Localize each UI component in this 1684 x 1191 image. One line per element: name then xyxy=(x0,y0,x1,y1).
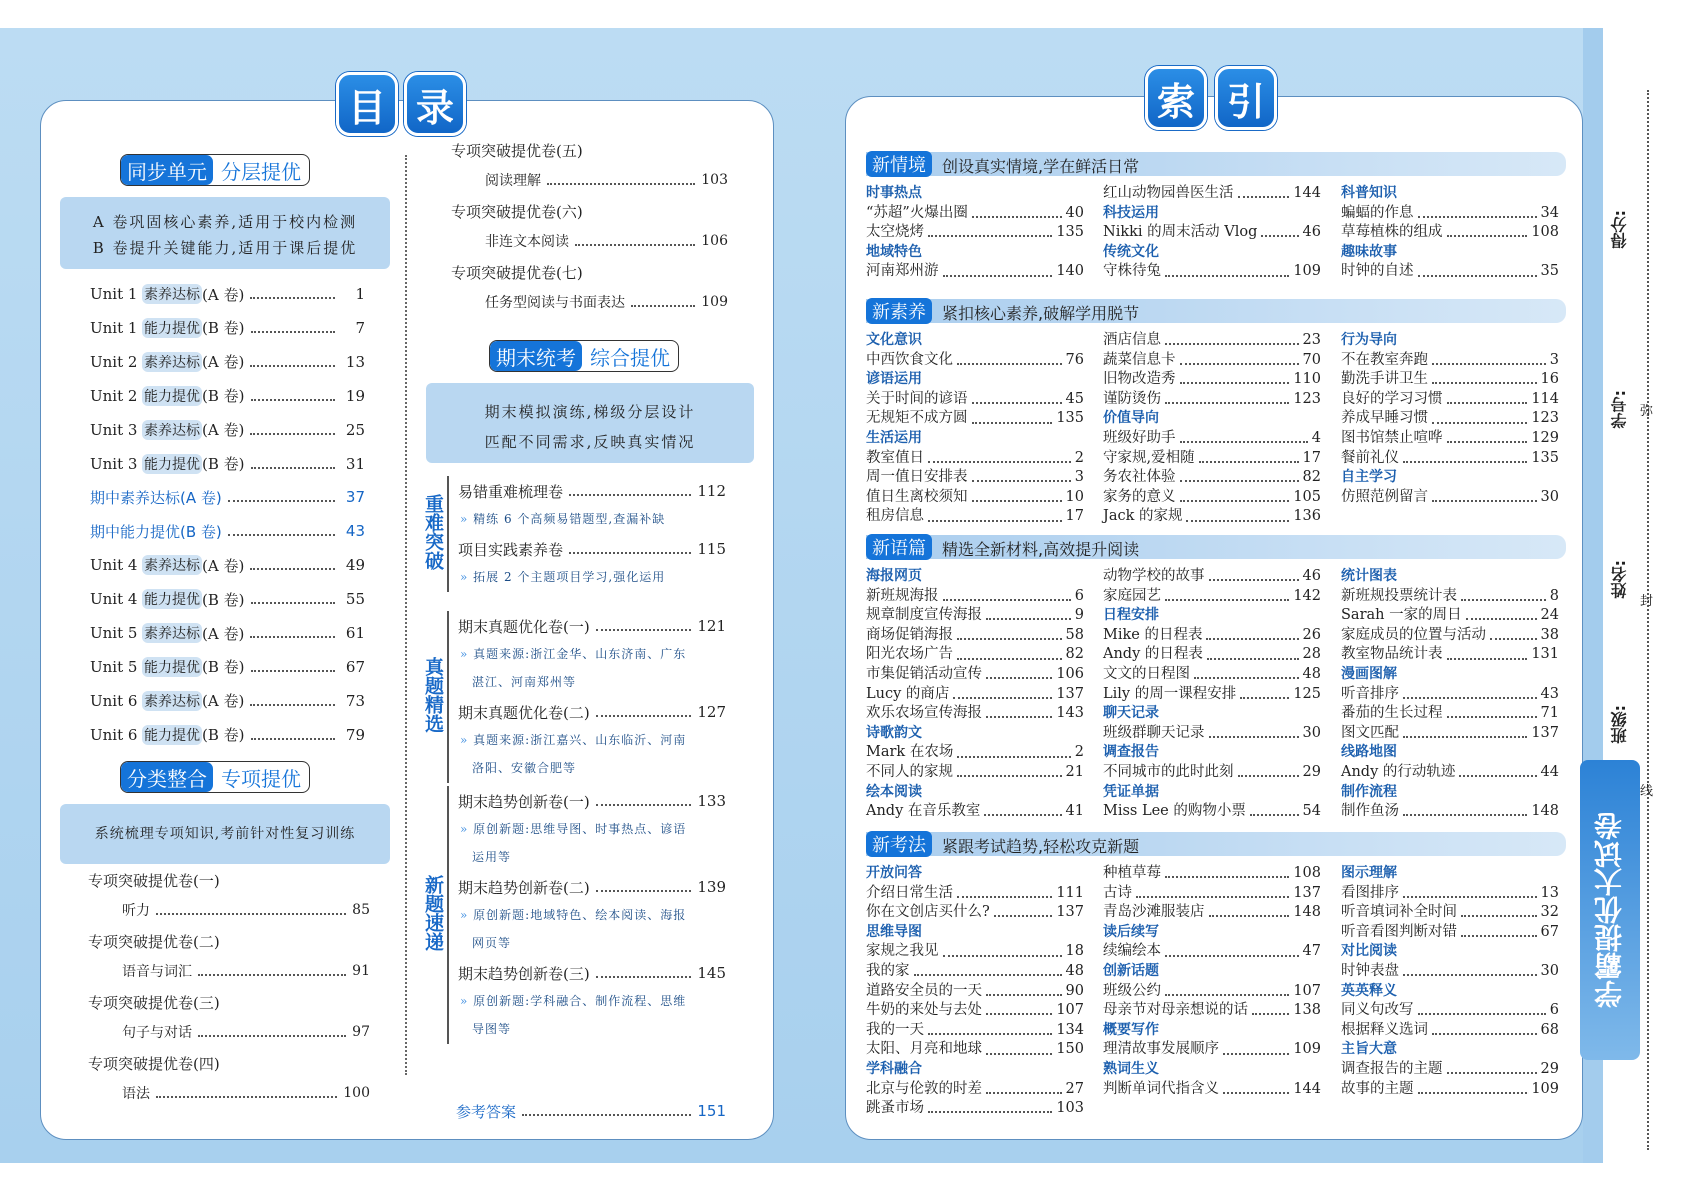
arrow-icon: » xyxy=(460,733,474,747)
special-head: 专项突破提优卷(四) xyxy=(88,1055,220,1073)
index-category: 创新话题 xyxy=(1103,962,1159,979)
index-section-tag: 新素养 xyxy=(866,298,932,324)
toc-subnote: 洛阳、安徽合肥等 xyxy=(472,761,577,775)
unit-tag: 能力提优 xyxy=(142,386,202,406)
index-item[interactable]: 古诗 137 xyxy=(1103,884,1321,901)
index-item[interactable]: Mark 在农场 2 xyxy=(866,744,1084,761)
toc-special-row[interactable]: 阅读理解 103 xyxy=(485,172,728,189)
index-category: 调查报告 xyxy=(1103,744,1159,761)
unit-tag: 能力提优 xyxy=(142,318,202,338)
index-item[interactable]: 班级好助手 4 xyxy=(1103,429,1321,446)
index-category: 学科融合 xyxy=(866,1060,922,1077)
index-item[interactable]: 你在文创店买什么? 137 xyxy=(866,904,1084,921)
index-item[interactable]: 文文的日程图 48 xyxy=(1103,665,1321,682)
index-item[interactable]: 规章制度宣传海报 9 xyxy=(866,607,1084,624)
field-class: 班级: xyxy=(1610,705,1629,744)
index-column xyxy=(1103,184,1321,282)
index-category: 线路地图 xyxy=(1341,744,1397,761)
section-badge-sync: 同步单元 分层提优 xyxy=(120,154,310,186)
index-item[interactable]: 班级公约 107 xyxy=(1103,982,1321,999)
unit-tag: 素养达标 xyxy=(142,691,202,711)
index-column xyxy=(1341,331,1559,507)
index-item[interactable]: Mike 的日程表 26 xyxy=(1103,626,1321,643)
index-category: 日程安排 xyxy=(1103,607,1159,624)
index-category: 漫画图解 xyxy=(1341,665,1397,682)
index-category: 海报网页 xyxy=(866,568,922,584)
index-item[interactable]: 续编绘本 47 xyxy=(1103,943,1321,960)
unit-tag: 能力提优 xyxy=(142,657,202,677)
contents-title-char-2: 录 xyxy=(404,72,466,136)
index-item[interactable]: 值日生离校须知 10 xyxy=(866,488,1084,505)
note-sync: A 卷巩固核心素养,适用于校内检测 B 卷提升关键能力,适用于课后提优 xyxy=(60,197,390,269)
toc-subnote: » 原创新题:学科融合、制作流程、思维 xyxy=(460,994,687,1008)
toc-unit-row[interactable]: Unit 5 能力提优 (B 卷) 67 xyxy=(90,657,365,677)
index-item[interactable]: 道路安全员的一天 90 xyxy=(866,982,1084,999)
unit-tag: 能力提优 xyxy=(142,589,202,609)
arrow-icon: » xyxy=(460,908,474,922)
index-item[interactable]: 市集促销活动宣传 106 xyxy=(866,665,1084,682)
index-category: 绘本阅读 xyxy=(866,783,922,800)
unit-tag: 能力提优 xyxy=(142,454,202,474)
toc-unit-row[interactable]: Unit 4 能力提优 (B 卷) 55 xyxy=(90,590,365,609)
index-item[interactable]: 北京与伦敦的时差 27 xyxy=(866,1080,1084,1097)
index-item[interactable]: 番茄的生长过程 71 xyxy=(1341,705,1559,722)
toc-special-row[interactable]: 非连文本阅读 106 xyxy=(485,233,728,250)
group-label: 真题精选 xyxy=(422,657,444,733)
index-item[interactable]: 无规矩不成方圆 135 xyxy=(866,410,1084,427)
toc-unit-row[interactable]: Unit 1 素养达标 (A 卷) 1 xyxy=(90,285,365,304)
index-item[interactable]: 河南郑州游 140 xyxy=(866,263,1084,280)
index-item[interactable]: 草莓植株的组成 108 xyxy=(1341,224,1559,241)
index-category: 聊天记录 xyxy=(1103,705,1159,722)
toc-special-row[interactable]: 语音与词汇 91 xyxy=(122,963,370,980)
index-category: 诗歌韵文 xyxy=(866,724,922,741)
index-item[interactable]: 酒店信息 23 xyxy=(1103,332,1321,348)
index-item[interactable]: 周一值日安排表 3 xyxy=(866,469,1084,486)
index-category: 趣味故事 xyxy=(1341,243,1397,260)
special-head: 专项突破提优卷(三) xyxy=(88,994,220,1012)
arrow-icon: » xyxy=(460,570,474,584)
index-item[interactable]: 欢乐农场宣传海报 143 xyxy=(866,705,1084,722)
index-item[interactable]: 蝙蝠的作息 34 xyxy=(1341,204,1559,221)
arrow-icon: » xyxy=(460,647,474,661)
index-title-char-1: 索 xyxy=(1145,66,1207,130)
index-item[interactable]: 阳光农场广告 82 xyxy=(866,646,1084,663)
toc-special-row[interactable]: 任务型阅读与书面表达 109 xyxy=(485,294,728,311)
index-item[interactable]: 介绍日常生活 111 xyxy=(866,884,1084,901)
index-item[interactable]: 调查报告的主题 29 xyxy=(1341,1060,1559,1077)
index-item[interactable]: 仿照范例留言 30 xyxy=(1341,488,1559,505)
index-section-desc: 紧跟考试趋势,轻松攻克新题 xyxy=(942,837,1140,856)
section-badge-final: 期末统考 综合提优 xyxy=(489,340,679,372)
index-item[interactable]: 良好的学习习惯 114 xyxy=(1341,390,1559,407)
seal-line xyxy=(1647,90,1649,1150)
index-item[interactable]: Andy 的日程表 28 xyxy=(1103,646,1321,663)
group-label: 新题速递 xyxy=(422,875,444,951)
index-item[interactable]: Miss Lee 的购物小票 54 xyxy=(1103,803,1321,820)
toc-subnote: » 拓展 2 个主题项目学习,强化运用 xyxy=(460,570,666,584)
index-item[interactable]: Andy 在音乐教室 41 xyxy=(866,803,1084,820)
index-item[interactable]: 教室值日 2 xyxy=(866,449,1084,466)
toc-final-row[interactable]: 项目实践素养卷 115 xyxy=(458,540,726,559)
index-item[interactable]: 中西饮食文化 76 xyxy=(866,351,1084,368)
index-category: 主旨大意 xyxy=(1341,1041,1397,1058)
toc-unit-row[interactable]: Unit 2 能力提优 (B 卷) 19 xyxy=(90,386,365,406)
index-item[interactable]: 勤洗手讲卫生 16 xyxy=(1341,371,1559,388)
index-item[interactable]: 太阳、月亮和地球 150 xyxy=(866,1041,1084,1058)
index-item[interactable]: 家庭成员的位置与活动 38 xyxy=(1341,626,1559,643)
toc-unit-row[interactable]: 期中素养达标(A 卷) 37 xyxy=(90,488,365,507)
index-item[interactable]: 听音看图判断对错 67 xyxy=(1341,923,1559,940)
index-item[interactable]: 班级群聊天记录 30 xyxy=(1103,724,1321,741)
index-category: 价值导向 xyxy=(1103,410,1159,427)
index-category: 传统文化 xyxy=(1103,243,1159,260)
toc-unit-row[interactable]: Unit 4 素养达标 (A 卷) 49 xyxy=(90,556,365,575)
index-item[interactable]: Lily 的周一课程安排 125 xyxy=(1103,685,1321,702)
index-section-tag: 新考法 xyxy=(866,831,932,857)
index-item[interactable]: 我的一天 134 xyxy=(866,1021,1084,1038)
unit-tag: 素养达标 xyxy=(142,284,202,304)
index-item[interactable]: 关于时间的谚语 45 xyxy=(866,390,1084,407)
index-category: 英英释义 xyxy=(1341,982,1397,999)
brand-logo: 学霸提优大试卷 xyxy=(1580,760,1640,1060)
index-item[interactable]: 红山动物园兽医生活 144 xyxy=(1103,185,1321,201)
index-category: 对比阅读 xyxy=(1341,943,1397,960)
index-section-tag: 新语篇 xyxy=(866,534,932,560)
toc-unit-row[interactable]: Unit 2 素养达标 (A 卷) 13 xyxy=(90,352,365,372)
group-bar xyxy=(447,786,449,1044)
special-head: 专项突破提优卷(二) xyxy=(88,933,220,951)
index-item[interactable]: Sarah 一家的周日 24 xyxy=(1341,607,1559,624)
column-divider xyxy=(405,155,407,1075)
arrow-icon: » xyxy=(460,994,474,1008)
index-item[interactable]: 时钟的自述 35 xyxy=(1341,263,1559,280)
unit-tag: 素养达标 xyxy=(142,555,202,575)
toc-subnote: » 精练 6 个高频易错题型,查漏补缺 xyxy=(460,512,666,526)
unit-tag: 能力提优 xyxy=(142,725,202,745)
note-final: 期末模拟演练,梯级分层设计 匹配不同需求,反映真实情况 xyxy=(426,383,754,463)
index-item[interactable]: 太空烧烤 135 xyxy=(866,224,1084,241)
index-column xyxy=(1341,567,1559,822)
toc-subnote: » 真题来源:浙江金华、山东济南、广东 xyxy=(460,647,687,661)
index-column xyxy=(1103,864,1321,1099)
field-score: 得分: xyxy=(1610,210,1629,249)
index-item[interactable]: 教室物品统计表 131 xyxy=(1341,646,1559,663)
index-item[interactable]: 新班规海报 6 xyxy=(866,587,1084,604)
index-column xyxy=(866,567,1084,822)
index-item[interactable]: 图书馆禁止喧哗 129 xyxy=(1341,429,1559,446)
group-bar xyxy=(447,611,449,783)
toc-final-row[interactable]: 期末趋势创新卷(一) 133 xyxy=(458,792,726,811)
index-item[interactable]: 新班规投票统计表 8 xyxy=(1341,587,1559,604)
index-category: 凭证单据 xyxy=(1103,783,1159,800)
toc-special-row[interactable]: 听力 85 xyxy=(122,902,370,919)
index-column xyxy=(866,184,1084,282)
toc-unit-row[interactable]: 期中能力提优(B 卷) 43 xyxy=(90,522,365,541)
index-category: 概要写作 xyxy=(1103,1021,1159,1038)
index-item[interactable]: 商场促销海报 58 xyxy=(866,626,1084,643)
index-item[interactable]: 时钟表盘 30 xyxy=(1341,962,1559,979)
index-category: 生活运用 xyxy=(866,429,922,446)
index-category: 熟词生义 xyxy=(1103,1060,1159,1077)
index-item[interactable]: 旧物改造秀 110 xyxy=(1103,371,1321,388)
index-section-desc: 创设真实情境,学在鲜活日常 xyxy=(942,157,1140,176)
index-category: 谚语运用 xyxy=(866,371,922,388)
index-section-desc: 精选全新材料,高效提升阅读 xyxy=(942,540,1140,559)
index-item[interactable]: 家务的意义 105 xyxy=(1103,488,1321,505)
toc-unit-row[interactable]: Unit 6 能力提优 (B 卷) 79 xyxy=(90,725,365,745)
index-item[interactable]: 牛奶的来处与去处 107 xyxy=(866,1002,1084,1019)
index-category: 科普知识 xyxy=(1341,185,1397,201)
section-badge-special: 分类整合 专项提优 xyxy=(120,761,310,793)
seal-mark-3: 线 xyxy=(1640,784,1654,799)
index-category: 地域特色 xyxy=(866,243,922,260)
toc-subnote: » 真题来源:浙江嘉兴、山东临沂、河南 xyxy=(460,733,687,747)
index-item[interactable]: Jack 的家规 136 xyxy=(1103,508,1321,525)
index-category: 图示理解 xyxy=(1341,865,1397,881)
toc-final-row[interactable]: 期末趋势创新卷(二) 139 xyxy=(458,878,726,897)
index-category: 开放问答 xyxy=(866,865,922,881)
index-column xyxy=(866,331,1084,527)
field-name: 姓名: xyxy=(1610,560,1629,599)
contents-title-char-1: 目 xyxy=(336,72,398,136)
index-item[interactable]: 家规之我见 18 xyxy=(866,943,1084,960)
unit-tag: 素养达标 xyxy=(142,420,202,440)
index-item[interactable]: 租房信息 17 xyxy=(866,508,1084,525)
seal-mark-2: 封 xyxy=(1640,594,1654,609)
index-category: 读后续写 xyxy=(1103,923,1159,940)
index-item[interactable]: 不在教室奔跑 3 xyxy=(1341,351,1559,368)
index-item[interactable]: 制作鱼汤 148 xyxy=(1341,803,1559,820)
toc-unit-row[interactable]: Unit 3 素养达标 (A 卷) 25 xyxy=(90,420,365,440)
toc-special-row[interactable]: 语法 100 xyxy=(122,1085,370,1102)
special-head: 专项突破提优卷(五) xyxy=(451,142,583,160)
index-item[interactable]: 母亲节对母亲想说的话 138 xyxy=(1103,1002,1321,1019)
index-item[interactable]: 故事的主题 109 xyxy=(1341,1080,1559,1097)
index-category: 自主学习 xyxy=(1341,469,1397,486)
index-item[interactable]: 谨防烫伤 123 xyxy=(1103,390,1321,407)
toc-subnote: 运用等 xyxy=(472,850,512,864)
index-item[interactable]: 同义句改写 6 xyxy=(1341,1002,1559,1019)
toc-unit-row[interactable]: Unit 1 能力提优 (B 卷) 7 xyxy=(90,318,365,338)
index-item[interactable]: 蔬菜信息卡 70 xyxy=(1103,351,1321,368)
toc-final-row[interactable]: 期末真题优化卷(一) 121 xyxy=(458,617,726,636)
unit-tag: 素养达标 xyxy=(142,352,202,372)
index-item[interactable]: 看图排序 13 xyxy=(1341,884,1559,901)
index-item[interactable]: Nikki 的周末活动 Vlog 46 xyxy=(1103,224,1321,241)
index-item[interactable]: 我的家 48 xyxy=(866,962,1084,979)
index-item[interactable]: 守株待兔 109 xyxy=(1103,263,1321,280)
index-column xyxy=(1341,864,1559,1099)
index-item[interactable]: 守家规,爱相随 17 xyxy=(1103,449,1321,466)
toc-subnote: » 原创新题:地域特色、绘本阅读、海报 xyxy=(460,908,687,922)
toc-final-row[interactable]: 期末真题优化卷(二) 127 xyxy=(458,703,726,722)
arrow-icon: » xyxy=(460,822,474,836)
toc-unit-row[interactable]: Unit 6 素养达标 (A 卷) 73 xyxy=(90,691,365,711)
toc-special-row[interactable]: 句子与对话 97 xyxy=(122,1024,370,1041)
index-category: 制作流程 xyxy=(1341,783,1397,800)
index-title-char-2: 引 xyxy=(1215,66,1277,130)
arrow-icon: » xyxy=(460,512,474,526)
index-item[interactable]: 养成早睡习惯 123 xyxy=(1341,410,1559,427)
index-category: 统计图表 xyxy=(1341,568,1397,584)
index-column xyxy=(1103,331,1321,527)
index-category: 文化意识 xyxy=(866,332,922,348)
toc-final-row[interactable]: 易错重难梳理卷 112 xyxy=(458,482,726,501)
toc-unit-row[interactable]: Unit 5 素养达标 (A 卷) 61 xyxy=(90,624,365,643)
seal-mark-1: 弥 xyxy=(1640,404,1654,419)
index-item[interactable]: 不同城市的此时此刻 29 xyxy=(1103,763,1321,780)
index-column xyxy=(866,864,1084,1119)
index-category: 时事热点 xyxy=(866,185,922,201)
index-item[interactable]: 图文匹配 137 xyxy=(1341,724,1559,741)
index-section-tag: 新情境 xyxy=(866,151,932,177)
index-item[interactable]: 听音填词补全时间 32 xyxy=(1341,904,1559,921)
index-item[interactable]: 不同人的家规 21 xyxy=(866,763,1084,780)
toc-subnote: 导图等 xyxy=(472,1022,512,1036)
toc-subnote: 湛江、河南郑州等 xyxy=(472,675,577,689)
index-item[interactable]: Lucy 的商店 137 xyxy=(866,685,1084,702)
index-item[interactable]: 种植草莓 108 xyxy=(1103,865,1321,881)
index-category: 行为导向 xyxy=(1341,332,1397,348)
group-label: 重难突破 xyxy=(422,494,444,570)
toc-final-row[interactable]: 期末趋势创新卷(三) 145 xyxy=(458,964,726,983)
index-item[interactable]: “苏超”火爆出圈 40 xyxy=(866,204,1084,221)
index-category: 思维导图 xyxy=(866,923,922,940)
toc-subnote: 网页等 xyxy=(472,936,512,950)
unit-tag: 素养达标 xyxy=(142,623,202,643)
index-item[interactable]: 跳蚤市场 103 xyxy=(866,1100,1084,1117)
index-column xyxy=(1341,184,1559,282)
index-item[interactable]: 判断单词代指含义 144 xyxy=(1103,1080,1321,1097)
index-item[interactable]: 餐前礼仪 135 xyxy=(1341,449,1559,466)
index-item[interactable]: 理清故事发展顺序 109 xyxy=(1103,1041,1321,1058)
index-section-desc: 紧扣核心素养,破解学用脱节 xyxy=(942,304,1140,323)
index-item[interactable]: 听音排序 43 xyxy=(1341,685,1559,702)
index-item[interactable]: Andy 的行动轨迹 44 xyxy=(1341,763,1559,780)
note-special: 系统梳理专项知识,考前针对性复习训练 xyxy=(60,804,390,864)
group-bar xyxy=(447,476,449,592)
toc-subnote: » 原创新题:思维导图、时事热点、谚语 xyxy=(460,822,687,836)
index-column xyxy=(1103,567,1321,822)
special-head: 专项突破提优卷(六) xyxy=(451,203,583,221)
index-item[interactable]: 动物学校的故事 46 xyxy=(1103,568,1321,584)
index-category: 科技运用 xyxy=(1103,204,1159,221)
index-item[interactable]: 家庭园艺 142 xyxy=(1103,587,1321,604)
index-item[interactable]: 根据释义选词 68 xyxy=(1341,1021,1559,1038)
field-student-id: 学号: xyxy=(1610,390,1629,429)
special-head: 专项突破提优卷(七) xyxy=(451,264,583,282)
toc-answers[interactable]: 参考答案 151 xyxy=(456,1102,726,1121)
special-head: 专项突破提优卷(一) xyxy=(88,872,220,890)
toc-unit-row[interactable]: Unit 3 能力提优 (B 卷) 31 xyxy=(90,454,365,473)
index-item[interactable]: 青岛沙滩服装店 148 xyxy=(1103,904,1321,921)
index-item[interactable]: 务农社体验 82 xyxy=(1103,469,1321,486)
